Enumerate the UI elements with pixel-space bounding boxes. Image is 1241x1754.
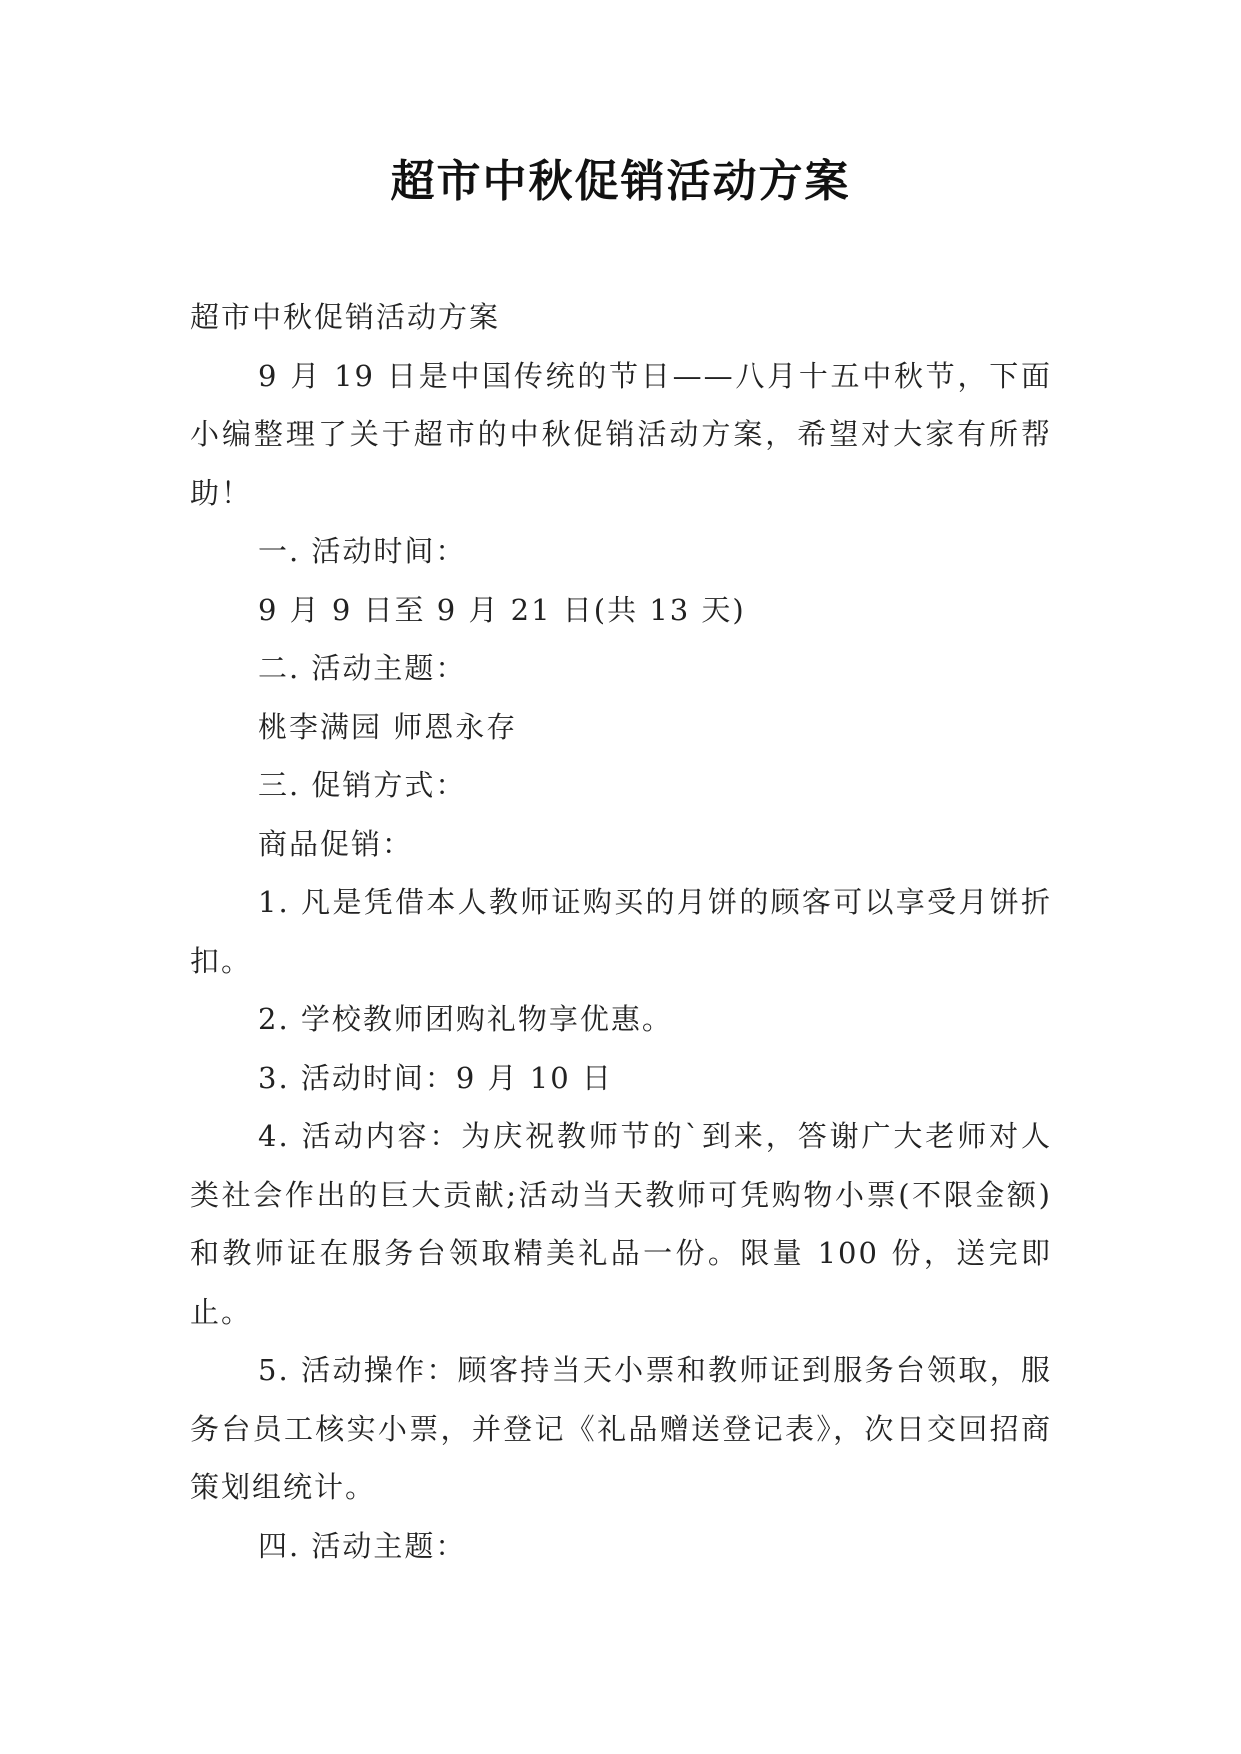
list-item-2: 2. 学校教师团购礼物享优惠。 [258,1002,673,1036]
list-item-5: 5. 活动操作：顾客持当天小票和教师证到服务台领取，服务台员工核实小票，并登记《礼品赠送登记表》，次日交回招商策划组统计。 [190,1353,1052,1504]
list-item-4: 4. 活动内容：为庆祝教师节的`到来，答谢广大老师对人类社会作出的巨大贡献;活动当天教师可凭购物小票(不限金额)和教师证在服务台领取精美礼品一份。限量 100 份，送完即止。 [190,1119,1052,1329]
section-heading-theme-2: 四. 活动主题： [258,1528,467,1563]
document-body [190,288,1052,1575]
list-item-1: 1. 凡是凭借本人教师证购买的月饼的顾客可以享受月饼折扣。 [190,885,1052,978]
section-heading-promotion: 三. 促销方式： [258,768,467,802]
paragraph-product-promotion: 商品促销： [258,826,414,861]
document-title: 超市中秋促销活动方案 [390,156,851,207]
paragraph-heading: 超市中秋促销活动方案 [190,300,501,334]
list-item-3: 3. 活动时间：9 月 10 日 [258,1060,613,1095]
paragraph-theme: 桃李满园 师恩永存 [258,709,518,744]
paragraph-time: 9 月 9 日至 9 月 21 日(共 13 天) [258,592,746,627]
section-heading-time: 一. 活动时间： [258,534,467,568]
paragraph-intro: 9 月 19 日是中国传统的节日——八月十五中秋节，下面小编整理了关于超市的中秋促销活动方案，希望对大家有所帮助！ [190,358,1052,510]
section-heading-theme: 二. 活动主题： [258,651,467,685]
